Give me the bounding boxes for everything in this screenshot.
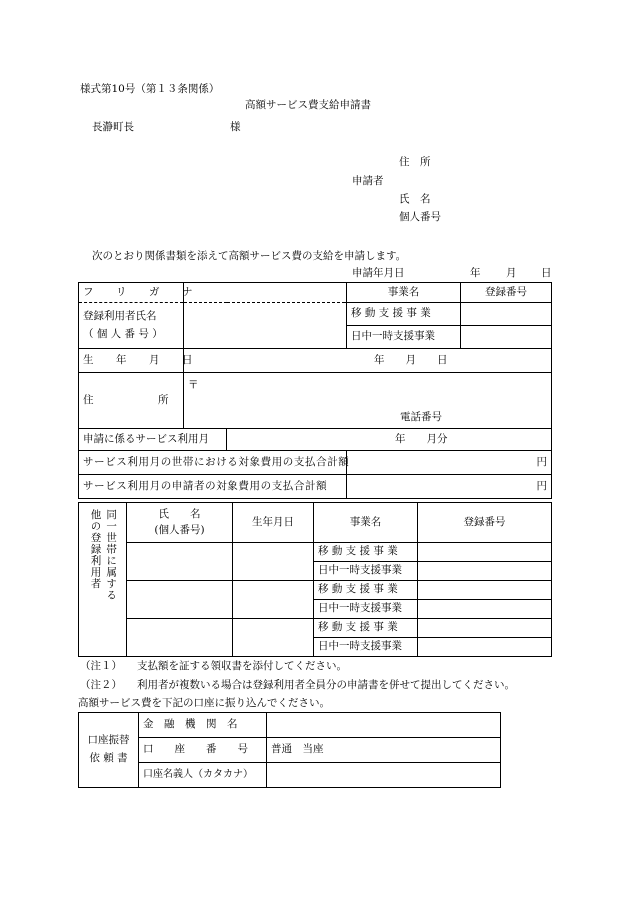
dob-label: 生 年 月 日 (79, 349, 184, 373)
note-1-text: 支払額を証する領収書を添付してください。 (137, 660, 347, 672)
other-user-3-reg-1[interactable] (418, 619, 552, 638)
note-1-tag: （注１） (80, 660, 122, 672)
side-b: 同一世帯に属する (105, 509, 118, 601)
other-user-1-reg-2[interactable] (418, 562, 552, 581)
address-label: 住 所 (79, 373, 184, 429)
others-table (78, 502, 552, 657)
bank-side-2: 依 頼 書 (89, 752, 128, 764)
user-name-text: 登録利用者氏名 (83, 309, 157, 322)
other-user-2-service-2: 日中一時支援事業 (314, 600, 418, 619)
office-header: 事業名 (347, 283, 461, 303)
other-user-2-service-1: 移 動 支 援 事 業 (314, 581, 418, 600)
other-user-1-service-1: 移 動 支 援 事 業 (314, 543, 418, 562)
other-user-1-name[interactable] (127, 543, 233, 581)
applicant-label: 申請者 (352, 175, 384, 187)
others-side-label (79, 503, 127, 657)
furigana-label: フ リ ガ ナ (79, 283, 184, 303)
address-value[interactable] (184, 373, 552, 429)
reg-day-value[interactable] (461, 326, 552, 349)
reg-move-value[interactable] (461, 303, 552, 326)
other-user-3-reg-2[interactable] (418, 638, 552, 657)
applicant-address-label: 住 所 (399, 156, 431, 168)
main-table (78, 282, 552, 499)
date-label: 申請年月日 (352, 267, 405, 279)
other-user-1-reg-1[interactable] (418, 543, 552, 562)
other-user-2-reg-2[interactable] (418, 600, 552, 619)
applicant-total-value[interactable]: 円 (347, 475, 552, 499)
name-header: 氏 名 (158, 507, 201, 520)
transfer-intro: 高額サービス費を下記の口座に振り込んでください。 (78, 697, 330, 709)
bank-name-label: 金 融 機 関 名 (139, 713, 267, 738)
account-holder-label: 口座名義人（カタカナ） (139, 763, 267, 788)
phone-label: 電話番号 (400, 410, 442, 423)
others-office-header: 事業名 (314, 503, 418, 543)
household-total-value[interactable]: 円 (347, 451, 552, 475)
date-year: 年 (470, 267, 481, 279)
note-2-text: 利用者が複数いる場合は登録利用者全員分の申請書を併せて提出してください。 (137, 679, 515, 691)
applicant-total-label: サービス利用月の申請者の対象費用の支払合計額 (79, 475, 347, 499)
bank-side-label (79, 713, 139, 788)
others-reg-header: 登録番号 (418, 503, 552, 543)
form-number: 様式第10号（第１３条関係） (80, 83, 220, 95)
postal-mark: 〒 (188, 379, 199, 391)
user-name-label (79, 303, 184, 349)
addressee: 長瀞町長 (92, 121, 134, 133)
date-month: 月 (506, 267, 517, 279)
service-month-label: 申請に係るサービス利用月 (79, 429, 227, 451)
bank-side-1: 口座振替 (87, 734, 130, 747)
bank-table (78, 712, 501, 788)
other-user-2-dob[interactable] (233, 581, 314, 619)
service-day: 日中一時支援事業 (347, 326, 461, 349)
side-a: 他の登録利用者 (89, 509, 102, 590)
account-number-label: 口 座 番 号 (139, 738, 267, 763)
id-header: (個人番号) (154, 523, 205, 536)
bank-name-value[interactable] (267, 713, 501, 738)
user-name-value[interactable] (184, 303, 347, 349)
applicant-name-label: 氏 名 (399, 193, 431, 205)
other-user-3-service-1: 移 動 支 援 事 業 (314, 619, 418, 638)
service-move: 移 動 支 援 事 業 (347, 303, 461, 326)
user-id-text: （ 個 人 番 号 ） (83, 327, 163, 340)
others-name-header (127, 503, 233, 543)
reg-header: 登録番号 (461, 283, 552, 303)
furigana-value[interactable] (184, 283, 347, 303)
other-user-3-dob[interactable] (233, 619, 314, 657)
dob-value[interactable]: 年 月 日 (184, 349, 552, 373)
applicant-id-label: 個人番号 (399, 211, 441, 223)
household-total-label: サービス利用月の世帯における対象費用の支払合計額 (79, 451, 347, 475)
page-title: 高額サービス費支給申請書 (245, 99, 371, 111)
note-2-tag: （注２） (80, 679, 122, 691)
service-month-value[interactable]: 年 月分 (227, 429, 552, 451)
other-user-3-name[interactable] (127, 619, 233, 657)
others-dob-header: 生年月日 (233, 503, 314, 543)
other-user-3-service-2: 日中一時支援事業 (314, 638, 418, 657)
other-user-2-name[interactable] (127, 581, 233, 619)
account-holder-value[interactable] (267, 763, 501, 788)
intro-text: 次のとおり関係書類を添えて高額サービス費の支給を申請します。 (92, 250, 407, 262)
other-user-2-reg-1[interactable] (418, 581, 552, 600)
honorific: 様 (230, 121, 241, 133)
other-user-1-service-2: 日中一時支援事業 (314, 562, 418, 581)
other-user-1-dob[interactable] (233, 543, 314, 581)
account-type[interactable]: 普通 当座 (267, 738, 501, 763)
date-day: 日 (541, 267, 552, 279)
